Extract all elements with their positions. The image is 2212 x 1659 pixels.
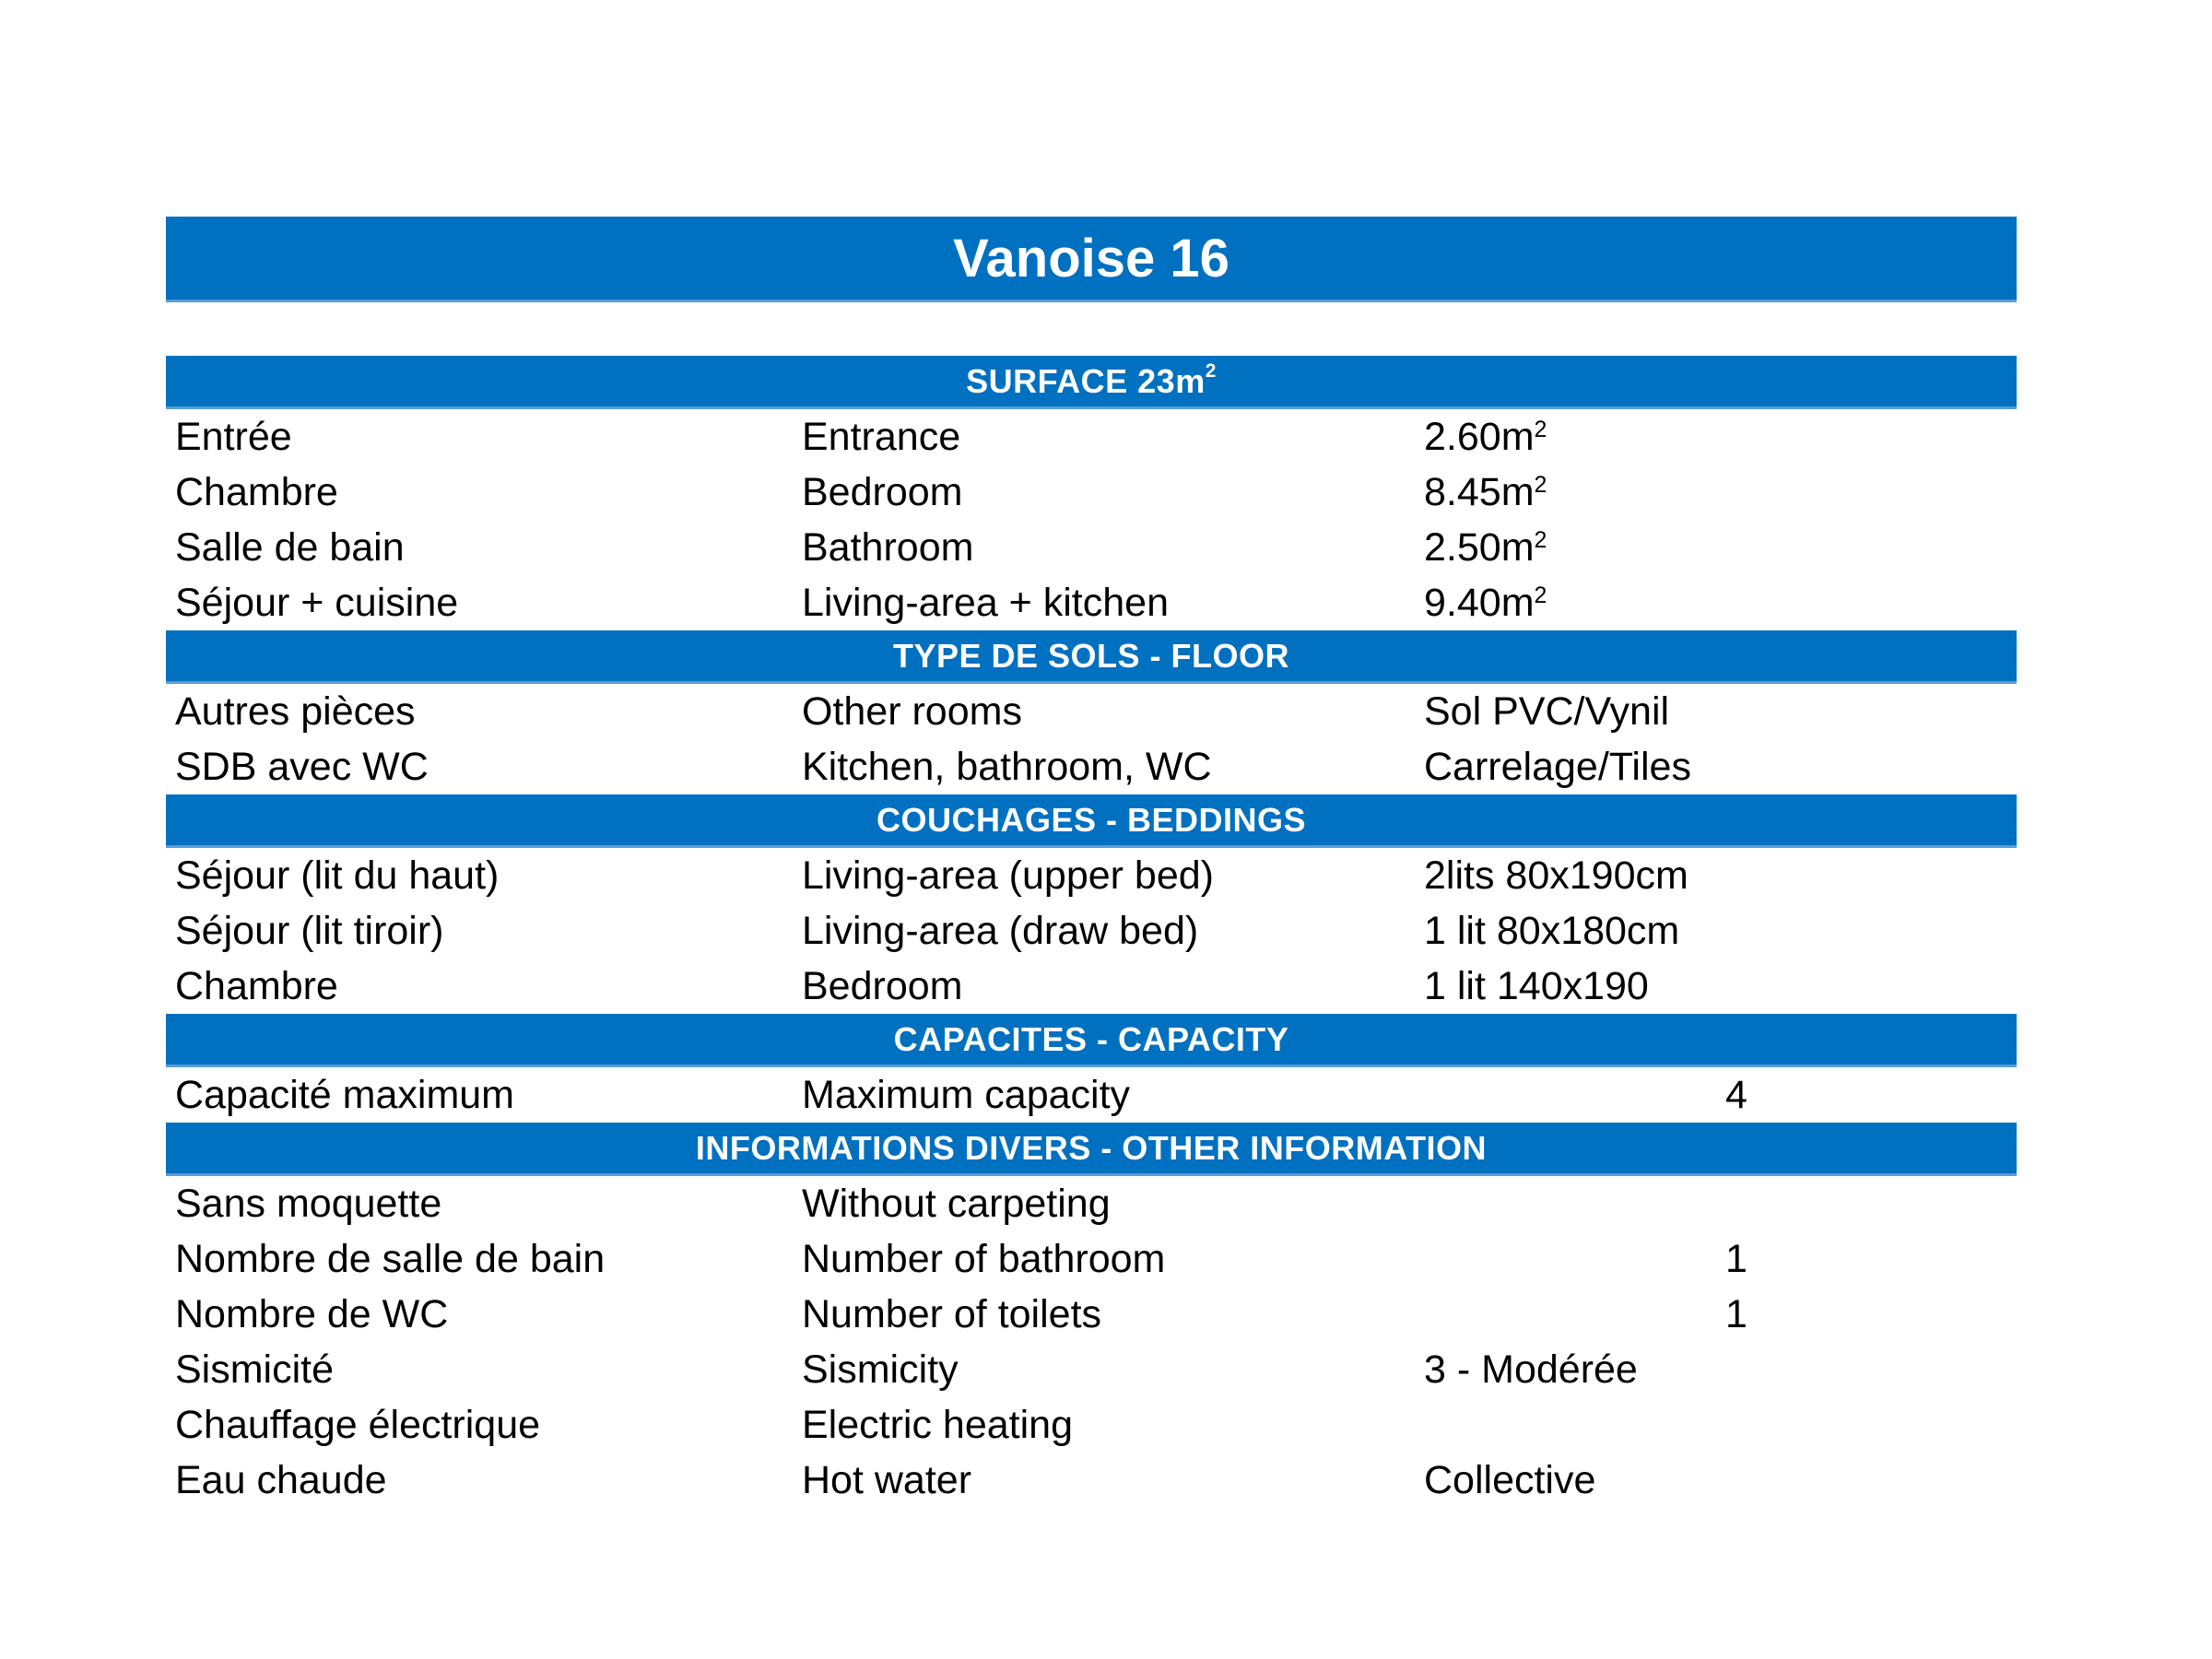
cell-label-en: Entrance (802, 414, 961, 459)
cell-value (1424, 1458, 1725, 1503)
table-row (166, 409, 2017, 465)
cell-value (1424, 1347, 1725, 1393)
cell-label-fr: Sismicité (175, 1347, 335, 1392)
table-row (166, 1453, 2017, 1508)
cell-label-en: Number of bathroom (802, 1236, 1166, 1281)
cell-value-superscript: 2 (1534, 416, 1547, 442)
cell-number: 1 (1725, 1236, 1747, 1281)
cell-label-en: Kitchen, bathroom, WC (802, 744, 1212, 789)
table-row (166, 1342, 2017, 1397)
cell-value-text: 1 lit 140x190 (1424, 963, 1649, 1008)
section-header-label: SURFACE 23m (966, 361, 1206, 400)
section-header-bar (166, 794, 2017, 848)
table-row (166, 684, 2017, 739)
cell-label-en: Bathroom (802, 524, 974, 570)
table-row (166, 1176, 2017, 1231)
table-row (166, 1287, 2017, 1342)
cell-value-superscript: 2 (1534, 526, 1547, 553)
cell-value (1424, 525, 1725, 571)
cell-label-fr: Nombre de WC (175, 1291, 449, 1336)
cell-label-fr: Entrée (175, 414, 292, 459)
cell-value (1424, 689, 1725, 735)
cell-label-en: Other rooms (802, 688, 1022, 734)
cell-label-fr: Eau chaude (175, 1457, 387, 1502)
cell-value-text: 8.45m (1424, 469, 1535, 514)
cell-label-en: Without carpeting (802, 1181, 1111, 1226)
section-header-bar (166, 356, 2017, 409)
section-other-information (166, 1123, 2017, 1508)
cell-label-fr: Séjour (lit tiroir) (175, 908, 444, 953)
cell-value-text: Sol PVC/Vynil (1424, 688, 1670, 734)
section-capacity (166, 1014, 2017, 1123)
table-row (166, 465, 2017, 520)
table-row (166, 575, 2017, 630)
table-row (166, 848, 2017, 903)
cell-label-fr: Capacité maximum (175, 1072, 514, 1117)
section-header-label: COUCHAGES - BEDDINGS (876, 800, 1307, 839)
cell-value-text: 9.40m (1424, 580, 1535, 625)
page-title: Vanoise 16 (953, 228, 1230, 288)
cell-label-fr: Chambre (175, 469, 338, 514)
cell-label-en: Bedroom (802, 469, 963, 514)
cell-value-text: 1 lit 80x180cm (1424, 908, 1680, 953)
cell-label-en: Living-area (upper bed) (802, 853, 1214, 898)
section-header-bar (166, 1014, 2017, 1067)
cell-value-text: 2lits 80x190cm (1424, 853, 1688, 898)
cell-label-fr: Nombre de salle de bain (175, 1236, 606, 1281)
cell-label-en: Bedroom (802, 963, 963, 1008)
section-header-bar (166, 1123, 2017, 1176)
cell-value (1424, 581, 1725, 626)
cell-label-fr: Chauffage électrique (175, 1402, 541, 1447)
cell-label-fr: Séjour + cuisine (175, 580, 459, 625)
cell-label-fr: Chambre (175, 963, 338, 1008)
section-header-superscript: 2 (1205, 360, 1217, 382)
table-row (166, 1397, 2017, 1453)
cell-number: 4 (1725, 1072, 1747, 1117)
table-row (166, 739, 2017, 794)
sections-container (166, 356, 2017, 1508)
section-header-label: INFORMATIONS DIVERS - OTHER INFORMATION (695, 1128, 1488, 1167)
title-bar (166, 217, 2017, 302)
section-surface (166, 356, 2017, 630)
cell-label-en: Hot water (802, 1457, 972, 1502)
cell-value-superscript: 2 (1534, 582, 1547, 608)
cell-label-fr: Salle de bain (175, 524, 405, 570)
cell-label-en: Sismicity (802, 1347, 959, 1392)
cell-label-fr: Séjour (lit du haut) (175, 853, 500, 898)
cell-value (1424, 964, 1725, 1009)
section-header-bar (166, 630, 2017, 684)
cell-label-en: Maximum capacity (802, 1072, 1131, 1117)
section-rows (166, 684, 2017, 794)
section-rows (166, 1176, 2017, 1508)
cell-value-text: Carrelage/Tiles (1424, 744, 1691, 789)
section-rows (166, 1067, 2017, 1123)
cell-label-fr: Sans moquette (175, 1181, 442, 1226)
section-header-label: TYPE DE SOLS - FLOOR (892, 636, 1290, 675)
cell-value (1424, 745, 1725, 790)
cell-label-fr: SDB avec WC (175, 744, 429, 789)
cell-label-en: Number of toilets (802, 1291, 1102, 1336)
cell-value-text: Collective (1424, 1457, 1596, 1502)
cell-value-superscript: 2 (1534, 471, 1547, 498)
cell-value (1424, 909, 1725, 954)
cell-value-text: 3 - Modérée (1424, 1347, 1638, 1392)
cell-value (1424, 853, 1725, 899)
section-beddings (166, 794, 2017, 1014)
table-row (166, 520, 2017, 575)
cell-label-en: Living-area (draw bed) (802, 908, 1199, 953)
cell-value (1424, 470, 1725, 515)
cell-value (1424, 415, 1725, 460)
section-rows (166, 848, 2017, 1014)
table-row (166, 959, 2017, 1014)
cell-label-en: Living-area + kitchen (802, 580, 1169, 625)
section-rows (166, 409, 2017, 630)
cell-number: 1 (1725, 1291, 1747, 1336)
section-header-label: CAPACITES - CAPACITY (893, 1019, 1289, 1058)
cell-value-text: 2.60m (1424, 414, 1535, 459)
info-sheet (166, 217, 2017, 1508)
section-floor (166, 630, 2017, 794)
table-row (166, 1231, 2017, 1287)
table-row (166, 1067, 2017, 1123)
cell-label-en: Electric heating (802, 1402, 1073, 1447)
cell-label-fr: Autres pièces (175, 688, 416, 734)
table-row (166, 903, 2017, 959)
cell-value-text: 2.50m (1424, 524, 1535, 570)
